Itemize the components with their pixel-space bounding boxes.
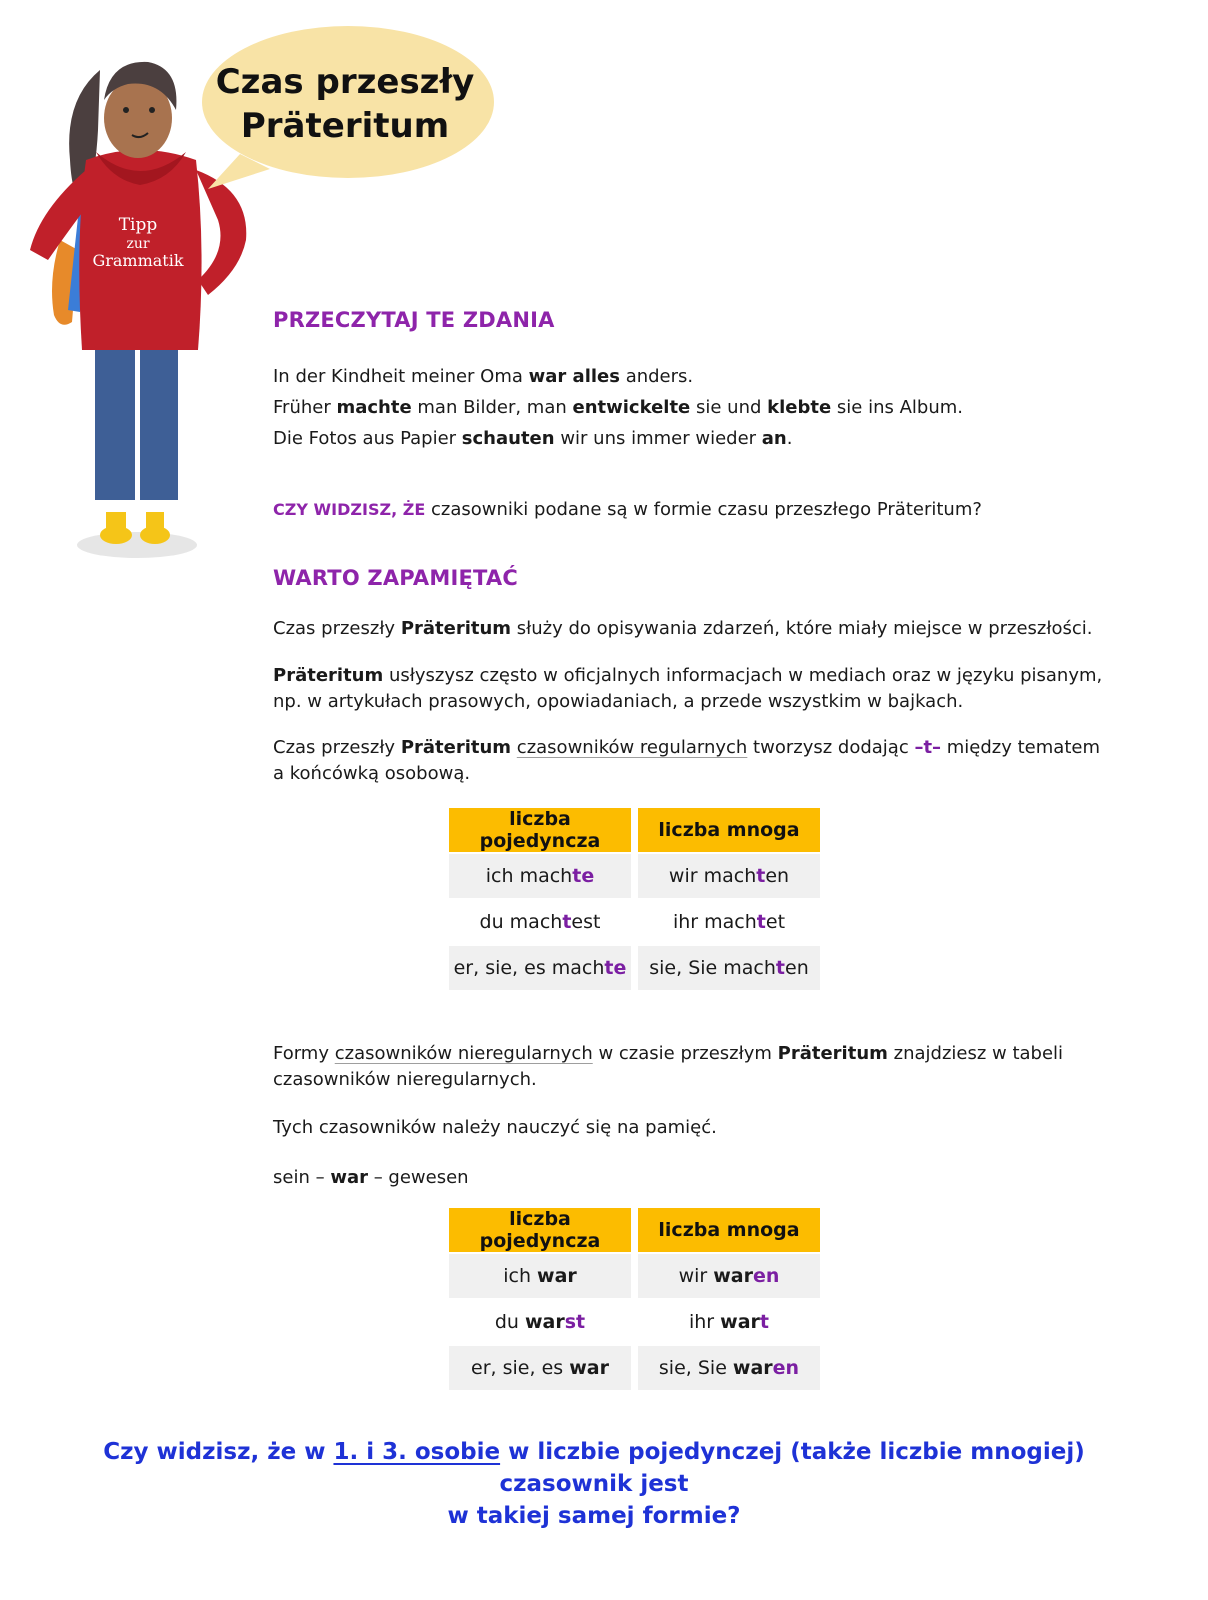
bubble-line1: Czas przeszły	[215, 62, 475, 102]
bubble-line2: Präteritum	[240, 106, 450, 146]
sentence-2: Früher machte man Bilder, man entwickelte sie und klebte sie ins Album.	[273, 397, 963, 418]
table-row	[449, 854, 820, 898]
table1-header-plural: liczba mnoga	[638, 808, 820, 852]
paragraph-usage: Präteritum usłyszysz często w oficjalnych informacjach w mediach oraz w języku pisanym, np. w artykułach prasowych, opowiadaniach, a przede wszystkim w bajkach.	[273, 665, 1103, 712]
verb-forms-sein: sein – war – gewesen	[273, 1167, 469, 1188]
irregular-verbs-link: czasowników nieregularnych	[334, 1043, 593, 1064]
persons-highlight: 1. i 3. osobie	[333, 1439, 501, 1465]
table-row	[449, 1346, 820, 1390]
section-heading-read: PRZECZYTAJ TE ZDANIA	[273, 308, 555, 332]
table-row	[449, 1254, 820, 1298]
speech-bubble	[200, 24, 496, 180]
regular-verbs-link: czasowników regularnych	[516, 737, 748, 758]
sentence-1: In der Kindheit meiner Oma war alles anders.	[273, 366, 694, 387]
t-infix: –t–	[914, 737, 942, 758]
hoodie-line1: Tipp	[118, 215, 158, 235]
hoodie-line2: zur	[126, 236, 150, 252]
conjugation-table-sein	[442, 1206, 827, 1392]
speech-bubble-title	[200, 60, 490, 148]
table-cell: er, sie, es machte	[449, 946, 631, 990]
table-cell: du machtest	[479, 911, 601, 933]
table-cell: wir machten	[638, 854, 820, 898]
question-1-highlight: CZY WIDZISZ, ŻE	[273, 500, 426, 519]
question-1	[273, 497, 982, 523]
hoodie-line3: Grammatik	[92, 251, 184, 270]
table-cell: ihr wart	[688, 1311, 769, 1333]
table-cell: er, sie, es war	[449, 1346, 631, 1390]
table-cell: ihr machtet	[672, 911, 786, 933]
question-1-text: czasowniki podane są w formie czasu przeszłego Präteritum?	[425, 499, 982, 520]
table-row	[449, 900, 820, 944]
table-cell: ich war	[449, 1254, 631, 1298]
table2-header-singular: liczba pojedyncza	[449, 1208, 631, 1252]
paragraph-irregular: Formy czasowników nieregularnych w czasie przeszłym Präteritum znajdziesz w tabeli czasowników nieregularnych.	[273, 1043, 1064, 1090]
paragraph-regular: Czas przeszły Präteritum czasowników regularnych tworzysz dodając –t– między tematem a końcówką osobową.	[273, 737, 1100, 784]
paragraph-memorize: Tych czasowników należy nauczyć się na pamięć.	[273, 1117, 717, 1138]
final-question: Czy widzisz, że w 1. i 3. osobie w liczbie pojedynczej (także liczbie mnogiej) czasownik jest w takiej samej formie?	[103, 1439, 1085, 1529]
table-cell: ich machte	[449, 854, 631, 898]
table-row	[449, 946, 820, 990]
table-cell: sie, Sie waren	[638, 1346, 820, 1390]
table-cell: wir waren	[638, 1254, 820, 1298]
table2-header-plural: liczba mnoga	[638, 1208, 820, 1252]
table-cell: du warst	[494, 1311, 586, 1333]
conjugation-table-machen	[442, 806, 827, 992]
paragraph-definition: Czas przeszły Präteritum służy do opisywania zdarzeń, które miały miejsce w przeszłości.	[273, 618, 1093, 639]
table-cell: sie, Sie machten	[638, 946, 820, 990]
table1-header-singular: liczba pojedyncza	[449, 808, 631, 852]
section-heading-remember: WARTO ZAPAMIĘTAĆ	[273, 566, 518, 590]
sentence-3: Die Fotos aus Papier schauten wir uns immer wieder an.	[273, 428, 793, 449]
table-row	[449, 1300, 820, 1344]
